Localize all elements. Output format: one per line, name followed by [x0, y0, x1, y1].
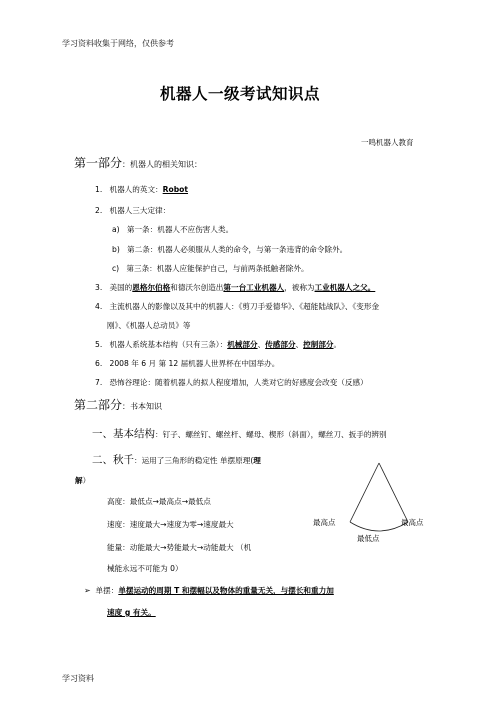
law-letter: a) — [112, 225, 120, 234]
separator: 。 — [333, 340, 342, 349]
pendulum-right-string — [379, 463, 408, 522]
item-number: 2. — [95, 206, 103, 215]
item-number: 6. — [95, 359, 103, 368]
part1-heading — [74, 154, 202, 171]
single-pendulum-continued — [107, 607, 156, 618]
law-text: 第一条：机器人不应伤害人类。 — [126, 225, 234, 234]
pendulum-diagram — [330, 460, 440, 550]
pendulum-bottom-label: 最低点 — [357, 534, 380, 543]
item-text: 机器人三大定律： — [109, 206, 171, 215]
section-bold: 理 — [253, 456, 261, 465]
part1-subtitle: ：机器人的相关知识： — [122, 160, 203, 169]
law-text: 第二条：机器人必须服从人类的命令，与第一条违背的命令除外。 — [127, 245, 348, 254]
page-footer: 学习资料 — [62, 674, 94, 683]
single-pendulum-text: 单摆运动的周期 T 和摆幅以及物体的重量无关，与摆长和重力加 — [118, 586, 334, 595]
section-basic-structure — [92, 426, 387, 441]
part2-title: 第二部分 — [74, 398, 123, 412]
item-bold: 机械部分 — [227, 340, 258, 349]
list-item-2 — [95, 205, 170, 216]
list-item-4 — [95, 301, 379, 312]
law-text: 第三条：机器人应能保护自己，与前两条抵触者除外。 — [126, 264, 309, 273]
item-number: 5. — [95, 340, 103, 349]
energy-line-continued: 械能永远不可能为 0） — [107, 564, 183, 573]
item-bold: 工业机器人之父。 — [314, 283, 376, 292]
section-text: ：运用了三角形的稳定性 单摆原理( — [134, 456, 254, 465]
law-letter: c) — [112, 264, 120, 273]
item-bold: 传感部分 — [265, 340, 296, 349]
section-text: ：钉子、螺丝钉、螺丝杆、螺母、楔形（斜面），螺丝刀、扳手的辨别 — [155, 430, 387, 439]
section-swing-continued — [75, 475, 90, 486]
part2-subtitle: ：书本知识 — [122, 402, 163, 411]
item-bold: 控制部分 — [303, 340, 334, 349]
arrow-bullet-icon: ➢ — [84, 586, 91, 595]
pendulum-right-label: 最高点 — [401, 518, 424, 527]
item-bold: 恩格尔伯格 — [132, 283, 171, 292]
law-letter: b) — [112, 245, 120, 254]
list-item-1 — [95, 184, 188, 195]
item-text: ，被称为 — [284, 283, 315, 292]
law-b — [112, 244, 347, 255]
separator: 、 — [257, 340, 266, 349]
list-item-3 — [95, 282, 375, 293]
single-pendulum-text: 速度 g 有关。 — [107, 608, 156, 617]
item-number: 4. — [95, 302, 103, 311]
item-number: 3. — [95, 283, 103, 292]
pendulum-arc — [350, 522, 408, 531]
section-bold: 解 — [75, 476, 83, 485]
height-line: 高度：最低点→最高点→最低点 — [107, 497, 211, 506]
section-swing — [92, 452, 261, 467]
item-text: 机器人的英文： — [109, 185, 163, 194]
item-text: 主流机器人的影像以及其中的机器人：《剪刀手爱德华》、《超能陆战队》、《变形金 — [109, 302, 380, 311]
item-text: 和德沃尔创造出 — [170, 283, 224, 292]
section-text: ） — [82, 476, 91, 485]
item-number: 1. — [95, 185, 103, 194]
item-text: 机器人系统基本结构（只有三条）： — [109, 340, 228, 349]
separator: 、 — [295, 340, 304, 349]
list-item-4-continued: 刚》、《机器人总动员》等 — [107, 321, 191, 330]
part2-heading — [74, 396, 162, 413]
item-text: 恐怖谷理论：随着机器人的拟人程度增加，人类对它的好感度会改变（反感） — [109, 378, 368, 387]
item-number: 7. — [95, 378, 103, 387]
law-a — [112, 224, 233, 235]
item-text: 2008 年 6 月 第 12 届机器人世界杯在中国举办。 — [109, 359, 280, 368]
single-pendulum-bullet — [84, 585, 334, 596]
page-header: 学习资料收集于网络，仅供参考 — [62, 39, 174, 48]
document-title: 机器人一级考试知识点 — [160, 85, 321, 103]
pendulum-left-string — [350, 463, 379, 522]
part1-title: 第一部分 — [74, 156, 123, 170]
energy-line: 能量：动能最大→势能最大→动能最大 （机 — [107, 543, 252, 552]
item-text: 美国的 — [109, 283, 133, 292]
speed-line: 速度：速度最大→速度为零→速度最大 — [107, 520, 234, 529]
item-bold: Robot — [162, 185, 189, 194]
list-item-5 — [95, 339, 341, 350]
item-bold: 第一台工业机器人 — [223, 283, 285, 292]
author: 一鸣机器人教育 — [361, 138, 414, 147]
list-item-6 — [95, 358, 279, 369]
section-label: 一、基本结构 — [92, 428, 155, 440]
law-c — [112, 263, 309, 274]
pendulum-left-label: 最高点 — [313, 518, 336, 527]
section-label: 二、秋千 — [92, 454, 134, 466]
single-pendulum-label: 单摆： — [95, 586, 119, 595]
list-item-7 — [95, 377, 368, 388]
